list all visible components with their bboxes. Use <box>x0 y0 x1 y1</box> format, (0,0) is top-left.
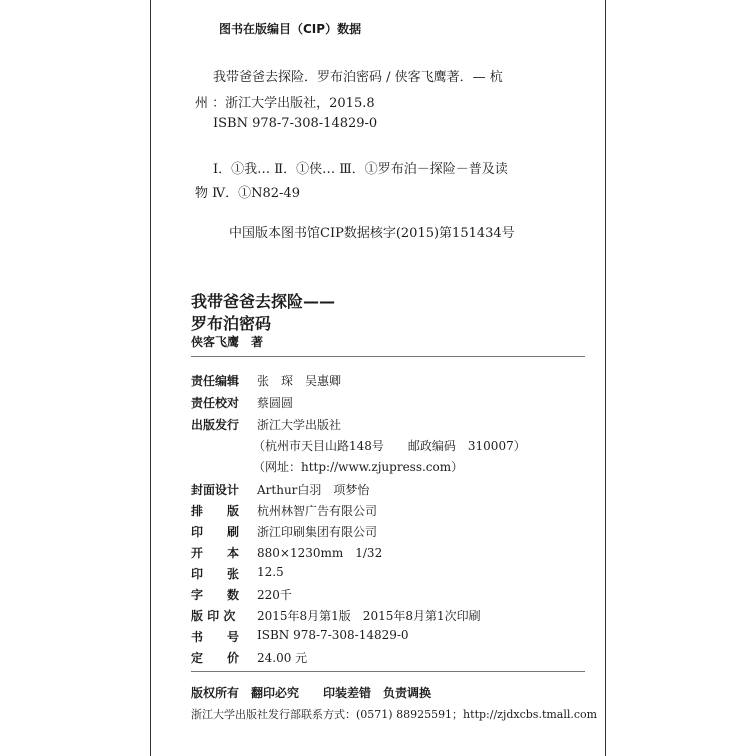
colophon-value-format: 880×1230mm 1/32 <box>257 546 383 560</box>
colophon-label-isbn: 书 号 <box>191 630 240 644</box>
colophon-value-price: 24.00 元 <box>257 651 308 665</box>
cip-line-2: 州 ：浙江大学出版社，2015.8 <box>195 96 375 111</box>
colophon-value-word-count: 220千 <box>257 588 292 602</box>
cip-line-3: ISBN 978-7-308-14829-0 <box>213 116 378 131</box>
colophon-value-sheets: 12.5 <box>257 565 284 579</box>
copyright-page <box>150 0 606 756</box>
book-title-line-1: 我带爸爸去探险—— <box>191 292 336 311</box>
colophon-value-publisher: 浙江大学出版社 <box>257 418 342 432</box>
colophon-value-editor: 张 琛 吴惠卿 <box>257 374 342 388</box>
colophon-label-cover-design: 封面设计 <box>191 483 240 497</box>
colophon-label-typesetting: 排 版 <box>191 504 240 518</box>
cip-heading: 图书在版编目（CIP）数据 <box>219 22 362 36</box>
colophon-label-editor: 责任编辑 <box>191 374 240 388</box>
cip-line-1: 我带爸爸去探险．罗布泊密码 / 侠客飞鹰著．— 杭 <box>213 70 503 85</box>
colophon-publisher-website: （网址：http://www.zjupress.com） <box>253 460 464 474</box>
colophon-value-typesetting: 杭州林智广告有限公司 <box>257 504 378 518</box>
cip-line-5: 物 Ⅳ．①N82-49 <box>195 186 300 201</box>
footer-rights: 版权所有 翻印必究 印装差错 负责调换 <box>191 686 432 700</box>
colophon-publisher-address: （杭州市天目山路148号 邮政编码 310007） <box>253 439 526 453</box>
colophon-label-price: 定 价 <box>191 651 240 665</box>
colophon-value-isbn: ISBN 978-7-308-14829-0 <box>257 628 409 642</box>
colophon-value-proofreader: 蔡圆圆 <box>257 396 294 410</box>
divider-bottom <box>191 671 585 672</box>
colophon-label-printing: 印 刷 <box>191 525 240 539</box>
colophon-value-cover-design: Arthur白羽 项梦怡 <box>257 483 370 497</box>
colophon-label-proofreader: 责任校对 <box>191 396 240 410</box>
cip-line-4: Ⅰ．①我… Ⅱ．①侠… Ⅲ．①罗布泊－探险－普及读 <box>213 162 508 177</box>
colophon-label-format: 开 本 <box>191 546 240 560</box>
colophon-label-publisher: 出版发行 <box>191 418 240 432</box>
cip-verify-number: 中国版本图书馆CIP数据核字(2015)第151434号 <box>229 226 515 241</box>
book-author: 侠客飞鹰 著 <box>191 335 264 349</box>
colophon-label-edition: 版 印 次 <box>191 609 236 623</box>
book-title-line-2: 罗布泊密码 <box>191 314 272 333</box>
footer-contact: 浙江大学出版社发行部联系方式：(0571) 88925591；http://zjdxcbs.tmall.com <box>191 708 598 721</box>
colophon-value-edition: 2015年8月第1版 2015年8月第1次印刷 <box>257 609 481 623</box>
colophon-value-printing: 浙江印刷集团有限公司 <box>257 525 378 539</box>
colophon-label-word-count: 字 数 <box>191 588 240 602</box>
colophon-label-sheets: 印 张 <box>191 567 240 581</box>
divider-top <box>191 356 585 357</box>
